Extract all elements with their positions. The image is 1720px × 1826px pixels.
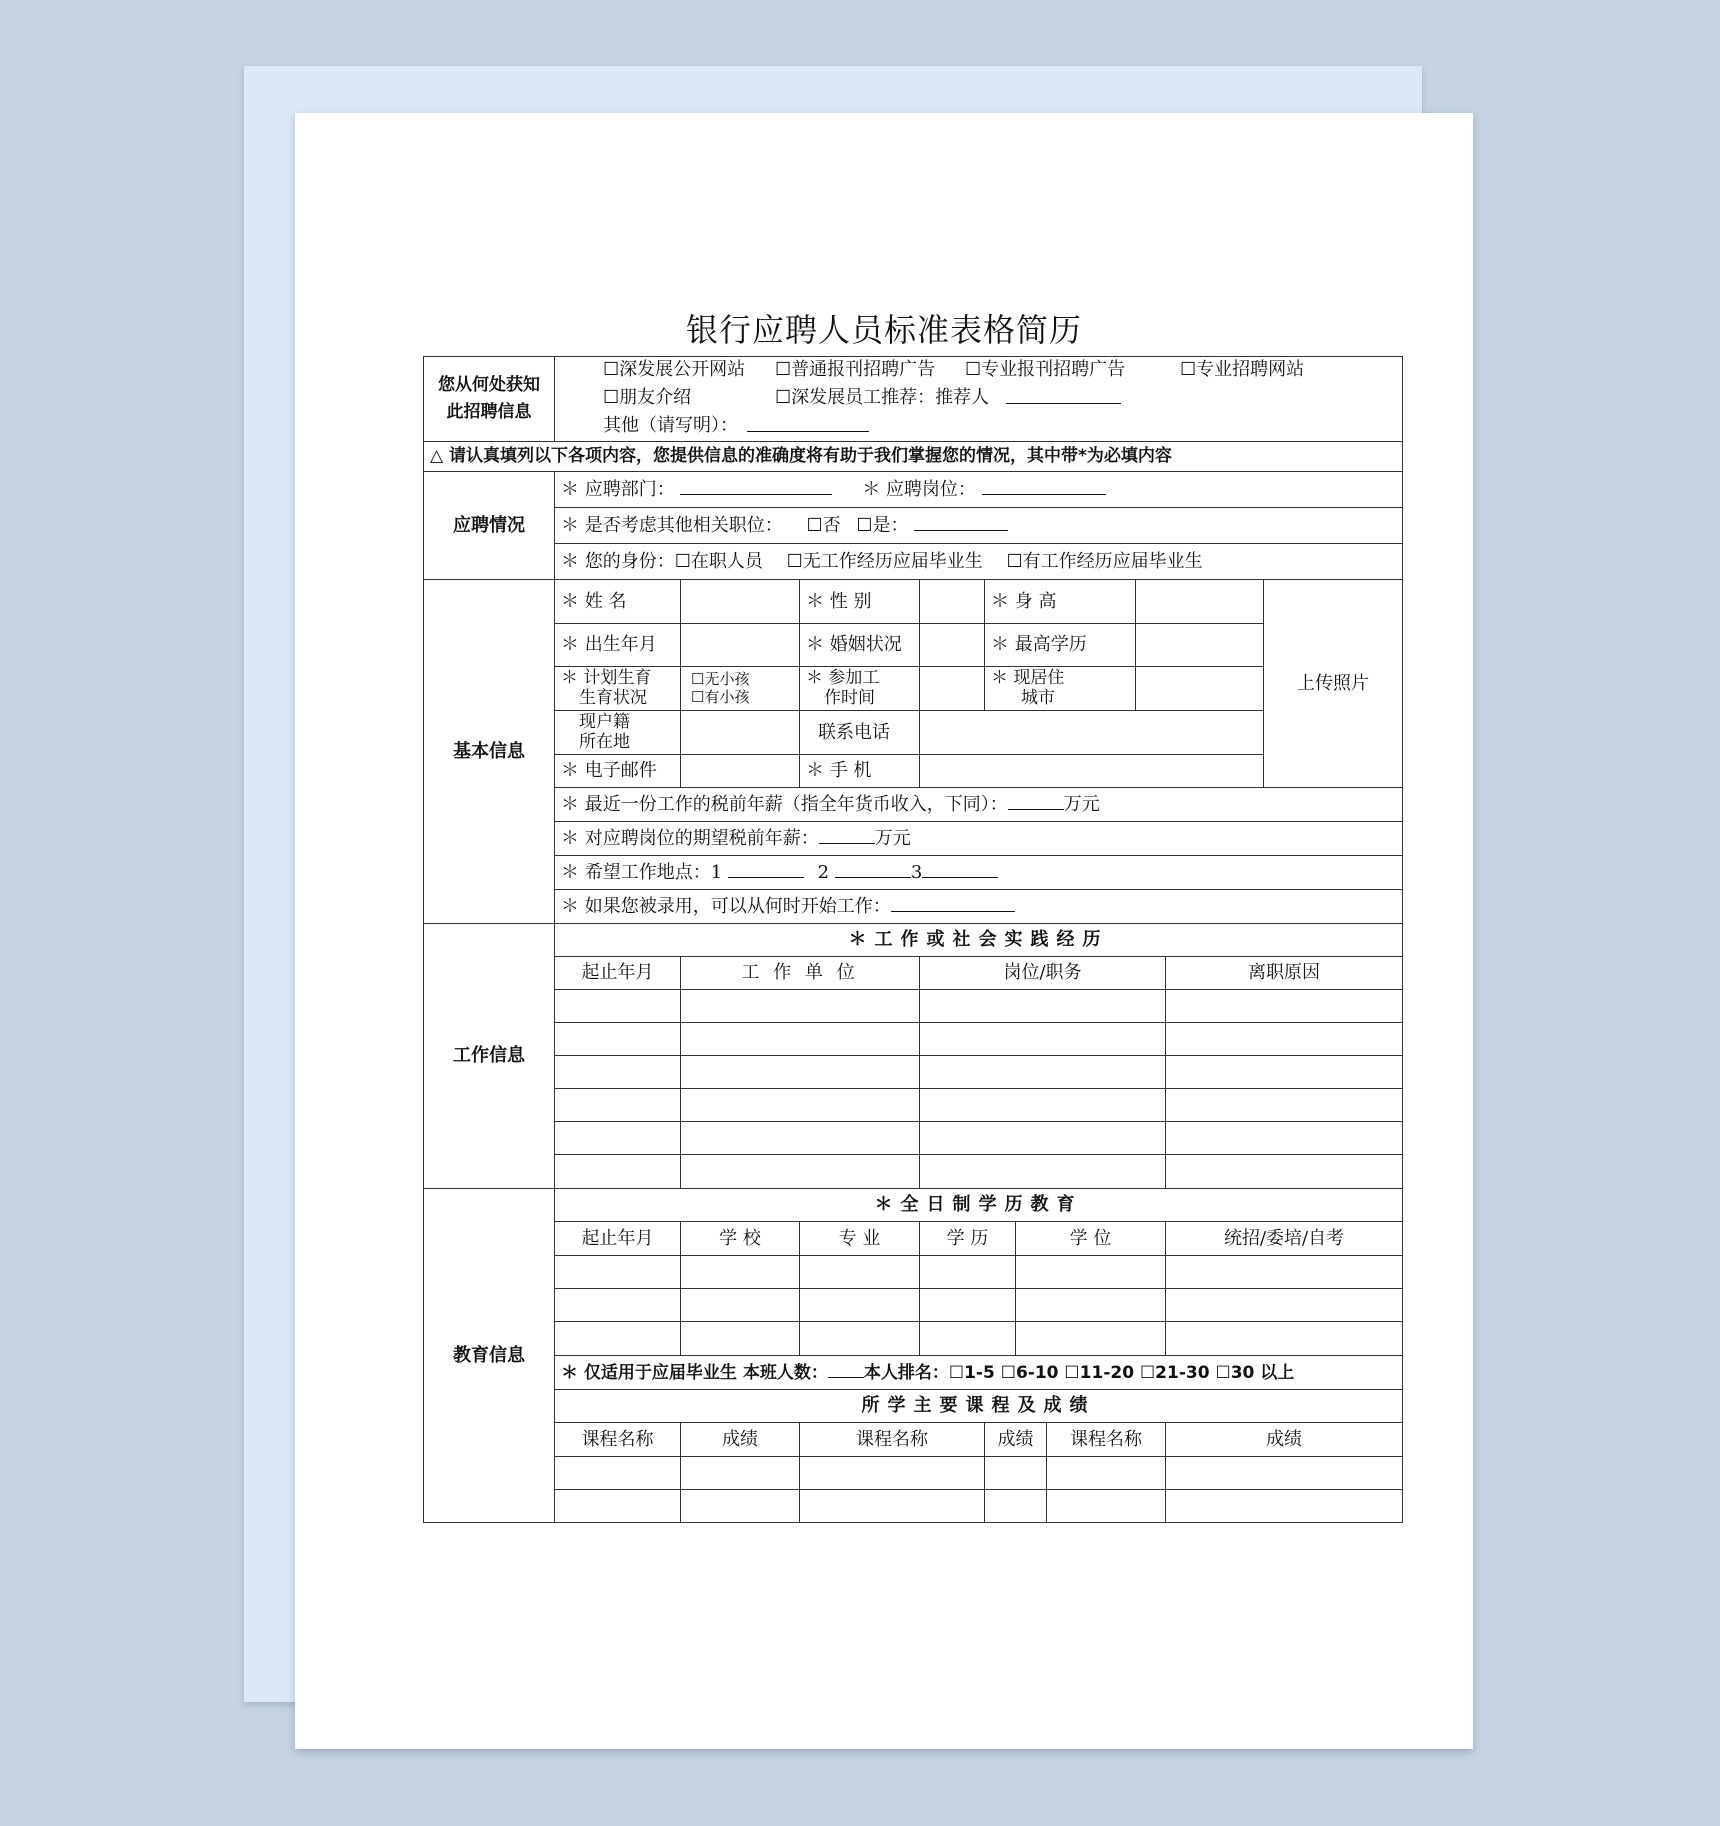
page-title: 银行应聘人员标准表格简历 [685,311,1082,349]
location-line [555,856,1403,890]
mobile-input[interactable] [920,755,1264,788]
dept-label: ＊ 应聘部门： [561,479,675,501]
edu-col-degree: 学 位 [1016,1222,1166,1256]
work-col-reason: 离职原因 [1166,957,1403,990]
course-cell[interactable] [555,1457,681,1490]
edu-row [424,1256,1403,1289]
work-cell[interactable] [555,1056,681,1089]
edu-cell[interactable] [555,1322,681,1356]
gender-input[interactable] [920,580,985,624]
phone-label: 联系电话 [800,711,920,755]
option-other: 其他（请写明）： [603,415,738,436]
section-education: 教育信息 [424,1189,555,1523]
work-cell[interactable] [1166,1056,1403,1089]
consider-label: ＊ 是否考虑其他相关职位： [561,515,783,537]
family-plan-label [555,667,681,711]
other-blank[interactable] [747,415,869,432]
birth-input[interactable] [681,624,800,667]
location-3-blank[interactable] [922,861,998,878]
course-cell[interactable] [985,1490,1047,1523]
family-plan-label-2: 生育状况 [579,687,647,708]
work-cell[interactable] [1166,1023,1403,1056]
consider-yes[interactable]: ☐是： [856,515,909,537]
course-row [424,1457,1403,1490]
work-cell[interactable] [1166,1122,1403,1155]
consider-line [555,508,1403,544]
edu-cell[interactable] [555,1256,681,1289]
courses-heading: 所学主要课程及成绩 [555,1390,1403,1423]
work-cell[interactable] [920,1155,1166,1189]
birth-label: ＊ 出生年月 [555,624,681,667]
work-cell[interactable] [920,1023,1166,1056]
height-input[interactable] [1136,580,1264,624]
work-col-position: 岗位/职务 [920,957,1166,990]
location-3-label: 3 [910,862,923,884]
edu-cell[interactable] [920,1256,1016,1289]
work-cell[interactable] [1166,1089,1403,1122]
edu-cell[interactable] [681,1256,800,1289]
consider-blank[interactable] [914,514,1008,531]
work-cell[interactable] [555,1089,681,1122]
gender-label: ＊ 性 别 [800,580,920,624]
edu-col-period: 起止年月 [555,1222,681,1256]
work-cell[interactable] [681,1089,920,1122]
work-cell[interactable] [920,1089,1166,1122]
edu-cell[interactable] [1166,1289,1403,1322]
graduate-line [555,1356,1403,1390]
course-cell[interactable] [555,1490,681,1523]
work-cell[interactable] [1166,990,1403,1023]
edu-cell[interactable] [681,1289,800,1322]
edu-cell[interactable] [920,1322,1016,1356]
salary-line [555,788,1403,822]
edu-cell[interactable] [800,1322,920,1356]
section-work: 工作信息 [424,924,555,1189]
edu-row [424,1289,1403,1322]
work-start-label-2: 作时间 [824,687,875,708]
edu-cell[interactable] [1016,1322,1166,1356]
edu-cell[interactable] [800,1289,920,1322]
work-header-row [424,957,1403,990]
work-cell[interactable] [920,1056,1166,1089]
edu-cell[interactable] [1016,1256,1166,1289]
city-label [985,667,1136,711]
name-label: ＊ 姓 名 [555,580,681,624]
course-cell[interactable] [1166,1457,1403,1490]
expected-salary-line [555,822,1403,856]
work-row [424,1155,1403,1189]
email-label: ＊ 电子邮件 [555,755,681,788]
no-child-option[interactable]: ☐无小孩 [691,670,750,689]
work-start-label-1: ＊ 参加工 [806,667,880,688]
course-col-grade: 成绩 [985,1423,1047,1457]
course-cell[interactable] [1047,1457,1166,1490]
work-row [424,1023,1403,1056]
edu-cell[interactable] [920,1289,1016,1322]
name-input[interactable] [681,580,800,624]
work-cell[interactable] [555,990,681,1023]
source-row [424,357,1403,442]
document-page [295,113,1473,1749]
mobile-label: ＊ 手 机 [800,755,920,788]
education-input[interactable] [1136,624,1264,667]
referrer-blank[interactable] [1006,387,1121,404]
work-cell[interactable] [555,1155,681,1189]
position-label: ＊ 应聘岗位： [862,479,976,501]
course-col-name: 课程名称 [800,1423,985,1457]
work-cell[interactable] [681,1056,920,1089]
marital-input[interactable] [920,624,985,667]
option-friend[interactable]: ☐朋友介绍 [603,387,692,408]
edu-cell[interactable] [681,1322,800,1356]
work-row [424,1089,1403,1122]
family-plan-label-1: ＊ 计划生育 [561,667,652,688]
height-label: ＊ 身 高 [985,580,1136,624]
dept-blank[interactable] [680,478,832,495]
work-cell[interactable] [555,1122,681,1155]
edu-cell[interactable] [1016,1289,1166,1322]
dept-position-line [555,472,1403,508]
source-options [555,357,1403,442]
course-cell[interactable] [800,1457,985,1490]
option-employee-referral[interactable]: ☐深发展员工推荐：推荐人 [775,387,990,408]
course-col-name: 课程名称 [1047,1423,1166,1457]
consider-no[interactable]: ☐否 [806,515,841,537]
photo-upload[interactable]: 上传照片 [1264,580,1403,788]
location-2-label: 2 [817,862,830,884]
identity-fresh-with-exp[interactable]: ☐有工作经历应届毕业生 [1006,550,1203,572]
section-basic: 基本信息 [424,580,555,924]
identity-fresh-no-exp[interactable]: ☐无工作经历应届毕业生 [786,550,983,572]
work-cell[interactable] [1166,1155,1403,1189]
has-child-option[interactable]: ☐有小孩 [691,687,750,706]
children-options [681,667,800,711]
work-cell[interactable] [555,1023,681,1056]
education-label: ＊ 最高学历 [985,624,1136,667]
course-col-name: 课程名称 [555,1423,681,1457]
rank-label[interactable]: 本人排名：☐1-5 ☐6-10 ☐11-20 ☐21-30 ☐30 以上 [863,1363,1295,1384]
position-blank[interactable] [982,478,1106,495]
work-heading: ＊工作或社会实践经历 [555,924,1403,957]
option-professional-paper[interactable]: ☐专业报刊招聘广告 [965,359,1126,380]
hukou-label-2: 所在地 [579,731,630,752]
course-row [424,1490,1403,1523]
location-1-blank[interactable] [728,861,804,878]
city-label-2: 城市 [1021,687,1055,708]
location-2-blank[interactable] [835,861,911,878]
course-cell[interactable] [985,1457,1047,1490]
marital-label: ＊ 婚姻状况 [800,624,920,667]
course-cell[interactable] [681,1490,800,1523]
option-sdb-website[interactable]: ☐深发展公开网站 [603,359,746,380]
start-label: ＊ 如果您被录用，可以从何时开始工作： [561,896,891,918]
identity-employed[interactable]: ＊ 您的身份：☐在职人员 [561,550,763,572]
hukou-input[interactable] [681,711,800,755]
start-blank[interactable] [891,895,1015,912]
hukou-label [555,711,681,755]
phone-input[interactable] [920,711,1264,755]
edu-row [424,1322,1403,1356]
expected-blank[interactable] [819,827,875,844]
application-form [423,356,1403,1523]
option-job-website[interactable]: ☐专业招聘网站 [1180,359,1305,380]
salary-unit: 万元 [1063,794,1100,816]
section-application: 应聘情况 [424,472,555,580]
work-cell[interactable] [681,1122,920,1155]
salary-label: ＊ 最近一份工作的税前年薪（指全年货币收入，下同）： [561,794,1008,816]
city-label-1: ＊ 现居住 [991,667,1065,688]
graduate-label: ＊ 仅适用于应届毕业生 本班人数： [561,1363,828,1384]
work-cell[interactable] [681,1023,920,1056]
work-row [424,1122,1403,1155]
course-cell[interactable] [1166,1490,1403,1523]
work-start-input[interactable] [920,667,985,711]
email-input[interactable] [681,755,800,788]
work-cell[interactable] [681,1155,920,1189]
work-cell[interactable] [920,990,1166,1023]
expected-unit: 万元 [874,828,911,850]
work-col-period: 起止年月 [555,957,681,990]
salary-blank[interactable] [1008,793,1064,810]
notice-text: △ 请认真填列以下各项内容，您提供信息的准确度将有助于我们掌握您的情况，其中带*为必填内容 [424,442,1403,472]
edu-cell[interactable] [1166,1322,1403,1356]
course-col-grade: 成绩 [1166,1423,1403,1457]
edu-col-level: 学 历 [920,1222,1016,1256]
work-start-label [800,667,920,711]
work-row [424,1056,1403,1089]
source-label: 您从何处获知此招聘信息 [424,357,555,442]
courses-header-row [424,1423,1403,1457]
work-col-employer: 工 作 单 位 [681,957,920,990]
edu-cell[interactable] [555,1289,681,1322]
course-cell[interactable] [800,1490,985,1523]
work-cell[interactable] [920,1122,1166,1155]
edu-heading: ＊全日制学历教育 [555,1189,1403,1222]
class-size-blank[interactable] [828,1361,864,1378]
edu-cell[interactable] [1166,1256,1403,1289]
expected-label: ＊ 对应聘岗位的期望税前年薪： [561,828,819,850]
edu-col-major: 专 业 [800,1222,920,1256]
hukou-label-1: 现户籍 [579,711,630,732]
identity-line [555,544,1403,580]
edu-header-row [424,1222,1403,1256]
start-date-line [555,890,1403,924]
edu-col-school: 学 校 [681,1222,800,1256]
course-cell[interactable] [1047,1490,1166,1523]
edu-col-type: 统招/委培/自考 [1166,1222,1403,1256]
work-row [424,990,1403,1023]
work-cell[interactable] [681,990,920,1023]
edu-cell[interactable] [800,1256,920,1289]
course-cell[interactable] [681,1457,800,1490]
course-col-grade: 成绩 [681,1423,800,1457]
location-label: ＊ 希望工作地点：1 [561,862,723,884]
option-newspaper-ad[interactable]: ☐普通报刊招聘广告 [775,359,936,380]
city-input[interactable] [1136,667,1264,711]
